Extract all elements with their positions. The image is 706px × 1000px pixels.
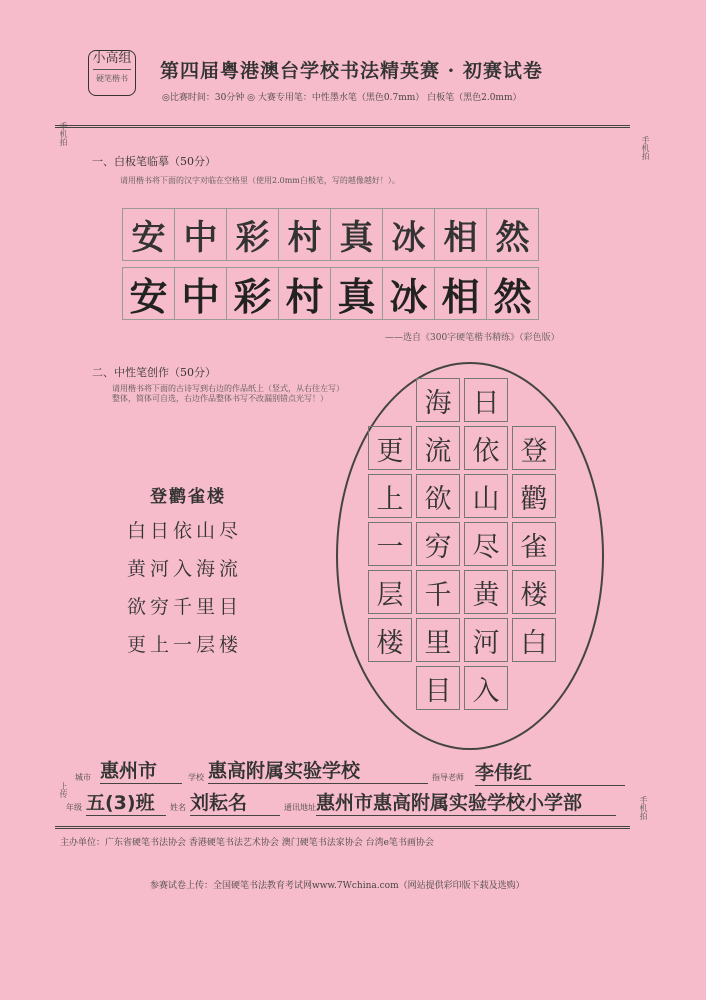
section2-instruction: 请用楷书将下面的古诗写到右边的作品纸上（竖式，从右往左写）整体，简体可自选，右边作品整体书写不改漏别错点光写！） bbox=[112, 384, 344, 403]
written-row bbox=[122, 267, 538, 320]
section2-heading: 二、中性笔创作（50分） bbox=[92, 366, 216, 379]
model-char-cell: 彩 bbox=[226, 208, 279, 261]
margin-note-left-bottom: 上传 bbox=[59, 782, 68, 798]
address-value: 惠州市惠高附属实验学校小学部 bbox=[316, 788, 616, 816]
margin-note-right-bottom: 手机拍 bbox=[639, 796, 648, 820]
poem-title: 登鹳雀楼 bbox=[150, 487, 226, 507]
written-char-cell: 安 bbox=[122, 267, 175, 320]
city-value: 惠州市 bbox=[100, 756, 182, 784]
section1-heading: 一、白板笔临摹（50分） bbox=[92, 155, 216, 168]
name-value: 刘耘名 bbox=[190, 788, 280, 816]
model-char-cell: 冰 bbox=[382, 208, 435, 261]
grade-label: 年级 bbox=[66, 803, 82, 812]
section1-instruction: 请用楷书将下面的汉字对临在空格里（使用2.0mm白板笔，写的越像越好！）。 bbox=[120, 176, 400, 185]
artwork-char-cell: 山 bbox=[464, 474, 508, 518]
artwork-char-cell: 楼 bbox=[368, 618, 412, 662]
margin-note-right-top: 手机拍 bbox=[641, 136, 650, 160]
artwork-char-cell: 海 bbox=[416, 378, 460, 422]
model-char-cell: 相 bbox=[434, 208, 487, 261]
top-divider bbox=[55, 125, 630, 128]
bottom-divider bbox=[55, 826, 630, 829]
group-label: 小高组 bbox=[92, 51, 132, 66]
written-char-cell: 中 bbox=[174, 267, 227, 320]
artwork-char-cell: 依 bbox=[464, 426, 508, 470]
model-char-cell: 真 bbox=[330, 208, 383, 261]
poem-line-3: 欲穷千里目 bbox=[127, 596, 243, 618]
poem-line-4: 更上一层楼 bbox=[127, 634, 243, 656]
artwork-char-cell: 入 bbox=[464, 666, 508, 710]
artwork-char-cell: 千 bbox=[416, 570, 460, 614]
written-char-cell: 彩 bbox=[226, 267, 279, 320]
page-subtitle: ◎比赛时间：30分钟 ◎ 大赛专用笔：中性墨水笔（黑色0.7mm） 白板笔（黑色2.0mm） bbox=[162, 93, 522, 103]
artwork-char-cell: 欲 bbox=[416, 474, 460, 518]
organizers-line: 主办单位：广东省硬笔书法协会 香港硬笔书法艺术协会 澳门硬笔书法家协会 台湾e笔书画协会 bbox=[60, 838, 434, 848]
city-label: 城市 bbox=[75, 773, 91, 782]
artwork-char-cell: 更 bbox=[368, 426, 412, 470]
artwork-char-cell: 日 bbox=[464, 378, 508, 422]
artwork-char-cell: 黄 bbox=[464, 570, 508, 614]
copy-grid bbox=[122, 208, 538, 320]
group-sub: 硬笔楷书 bbox=[93, 69, 131, 87]
artwork-char-cell: 层 bbox=[368, 570, 412, 614]
model-char-cell: 然 bbox=[486, 208, 539, 261]
artwork-char-cell: 里 bbox=[416, 618, 460, 662]
model-char-cell: 安 bbox=[122, 208, 175, 261]
artwork-char-cell: 白 bbox=[512, 618, 556, 662]
grade-value: 五(3)班 bbox=[86, 788, 166, 816]
address-label: 通讯地址 bbox=[284, 803, 316, 812]
upload-line: 参赛试卷上传：全国硬笔书法教育考试网www.7Wchina.com（网站提供彩印版下载及选购） bbox=[150, 881, 525, 891]
written-char-cell: 冰 bbox=[382, 267, 435, 320]
artwork-char-cell: 楼 bbox=[512, 570, 556, 614]
written-char-cell: 相 bbox=[434, 267, 487, 320]
written-char-cell: 真 bbox=[330, 267, 383, 320]
artwork-char-cell: 登 bbox=[512, 426, 556, 470]
page-title: 第四届粤港澳台学校书法精英赛 · 初赛试卷 bbox=[160, 60, 543, 82]
section1-credit: ——选自《300字硬笔楷书精练》（彩色版） bbox=[385, 333, 560, 343]
artwork-char-cell: 雀 bbox=[512, 522, 556, 566]
poem-line-2: 黄河入海流 bbox=[127, 558, 243, 580]
written-char-cell: 然 bbox=[486, 267, 539, 320]
artwork-char-cell: 一 bbox=[368, 522, 412, 566]
model-row bbox=[122, 208, 538, 261]
artwork-char-cell: 上 bbox=[368, 474, 412, 518]
model-char-cell: 村 bbox=[278, 208, 331, 261]
artwork-char-cell: 尽 bbox=[464, 522, 508, 566]
school-value: 惠高附属实验学校 bbox=[208, 756, 428, 784]
group-box bbox=[88, 50, 136, 96]
school-label: 学校 bbox=[188, 773, 204, 782]
artwork-char-cell: 流 bbox=[416, 426, 460, 470]
model-char-cell: 中 bbox=[174, 208, 227, 261]
poem-line-1: 白日依山尽 bbox=[127, 520, 243, 542]
artwork-char-cell: 鹳 bbox=[512, 474, 556, 518]
margin-note-left-top: 手机拍 bbox=[59, 122, 68, 146]
artwork-char-cell: 目 bbox=[416, 666, 460, 710]
teacher-value: 李伟红 bbox=[475, 758, 625, 786]
written-char-cell: 村 bbox=[278, 267, 331, 320]
artwork-char-cell: 穷 bbox=[416, 522, 460, 566]
artwork-char-cell: 河 bbox=[464, 618, 508, 662]
name-label: 姓名 bbox=[170, 803, 186, 812]
teacher-label: 指导老师 bbox=[432, 773, 464, 782]
